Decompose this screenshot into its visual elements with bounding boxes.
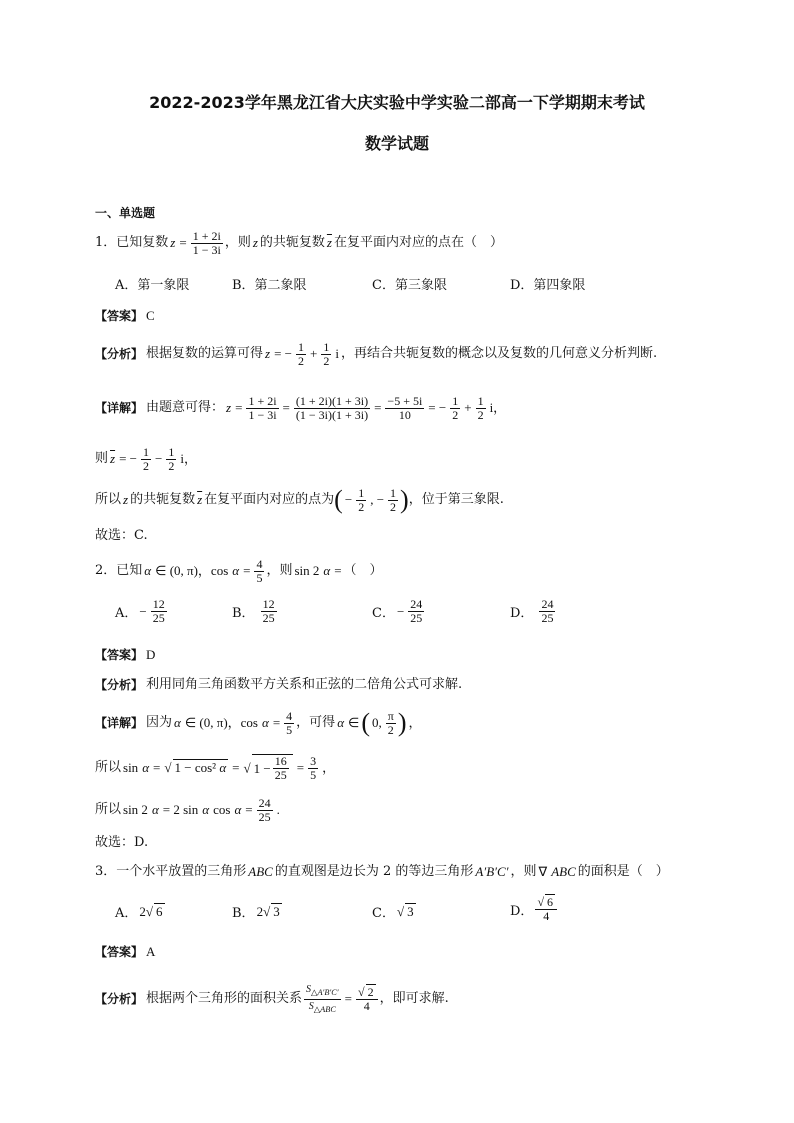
analysis-line: 【分析】 利用同角三角函数平方关系和正弦的二倍角公式可求解. bbox=[95, 677, 463, 692]
section-heading: 一、单选题 bbox=[95, 206, 156, 220]
sin2-line: 所以 sin 2 α = 2 sin α cos α = $\frac{24}{25}$ . bbox=[95, 795, 280, 824]
option-a: A． − $\frac{12}{25}$ bbox=[115, 597, 165, 625]
choice-line: 故选：D. bbox=[95, 835, 149, 850]
option-c: C． − $\frac{24}{25}$ bbox=[372, 597, 423, 625]
question-number: 2． bbox=[95, 563, 117, 578]
option-b: B．第二象限 bbox=[232, 278, 307, 293]
question-2-stem: 2． 已知 α ∈ (0, π)，cos α = $\frac{4}{5}$ ，则 sin 2 α = （ ） bbox=[95, 556, 383, 585]
option-a: A．第一象限 bbox=[115, 278, 190, 293]
option-d: D． $\frac{√ 6}{4}$ bbox=[510, 896, 559, 923]
detail-line: 【详解】 由题意可得： z = $\frac{1 + 2i}{1 - 3i}$ = $\frac{(1 + 2i)(1 + 3i)}{(1 - 3i)(1 + 3i)}$ = $\frac{-5 + 5i}{10}$ = − $\frac{1}{2}$ + $\frac{1}{2}$ i， bbox=[95, 393, 507, 422]
option-a: A． 2√ 6 bbox=[115, 903, 163, 921]
option-b: B． 2√ 3 bbox=[232, 903, 280, 921]
option-c: C．第三象限 bbox=[372, 278, 447, 293]
conjugate-line: 则 $\overline{z}$ = − $\frac{1}{2}$ − $\frac{1}{2}$ i， bbox=[95, 444, 197, 473]
option-c: C． √ 3 bbox=[372, 903, 414, 921]
answer-value: C bbox=[146, 308, 155, 323]
question-number: 3． bbox=[95, 864, 117, 879]
option-d: D． $\frac{24}{25}$ bbox=[510, 597, 554, 625]
question-3-stem: 3． 一个水平放置的三角形 ABC 的直观图是边长为 2 的等边三角形 A′B′C′ ，则 ∇ ABC 的面积是（ ） bbox=[95, 862, 669, 882]
answer-line: 【答案】 D bbox=[95, 645, 155, 665]
question-number: 1． bbox=[95, 235, 117, 250]
answer-value: A bbox=[146, 944, 156, 959]
location-line: 所以 z 的共轭复数 $\overline{z}$ 在复平面内对应的点为 ( − $\frac{1}{2}$ , − $\frac{1}{2}$ ) ，位于第三象限. bbox=[95, 485, 504, 514]
answer-line: 【答案】 A bbox=[95, 942, 155, 962]
option-d: D．第四象限 bbox=[510, 278, 586, 293]
question-1-stem: 1． 已知复数 z = $\frac{1 + 2i}{1 - 3i}$ ，则 z 的共轭复数 $\overline{z}$ 在复平面内对应的点在（ ） bbox=[95, 228, 503, 257]
answer-value: D bbox=[146, 647, 156, 662]
document-subtitle: 数学试题 bbox=[364, 134, 429, 153]
analysis-line: 【分析】 根据两个三角形的面积关系 $\frac{S_{\triangle A'B'C'}}{S_{\triangle ABC}}$ = $\frac{√ 2}{4}$ ，即可求解. bbox=[95, 983, 449, 1014]
option-b: B． $\frac{12}{25}$ bbox=[232, 597, 275, 625]
detail-line: 【详解】 因为 α ∈ (0, π)，cos α = $\frac{4}{5}$ ，可得 α ∈ ( 0, $\frac{\pi}{2}$ ) ， bbox=[95, 708, 422, 737]
answer-line: 【答案】 C bbox=[95, 306, 155, 326]
analysis-line: 【分析】 根据复数的运算可得 z = − $\frac{1}{2}$ + $\frac{1}{2}$ i ，再结合共轭复数的概念以及复数的几何意义分析判断. bbox=[95, 339, 658, 368]
sin-line: 所以 sin α = √ 1 − cos² α = √ 1 − $\frac{16}{25}$ = $\frac{3}{5}$ ， bbox=[95, 753, 336, 782]
choice-line: 故选：C. bbox=[95, 528, 148, 543]
document-title: 2022-2023学年黑龙江省大庆实验中学实验二部高一下学期期末考试 bbox=[149, 93, 645, 112]
